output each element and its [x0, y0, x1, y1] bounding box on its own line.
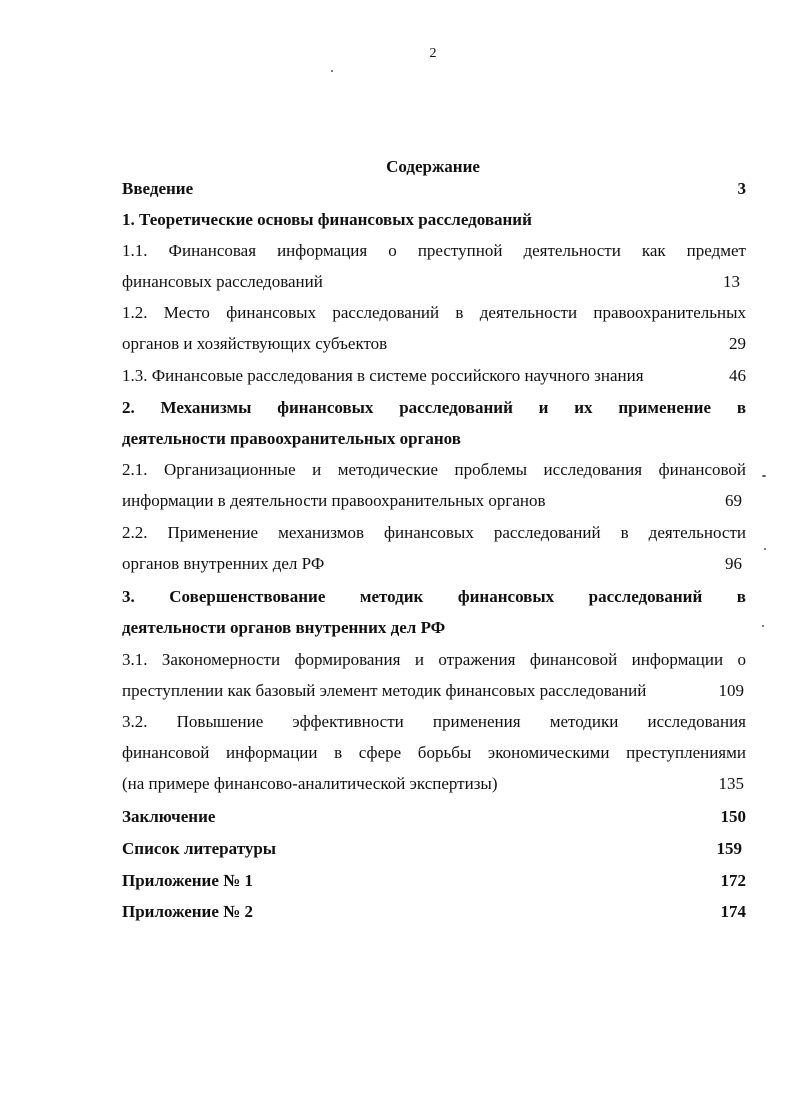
toc-entry-page: 46: [729, 366, 746, 385]
page-number: 2: [429, 46, 437, 61]
toc-entry-page: 96: [725, 554, 742, 573]
toc-entry-label: Приложение № 1: [122, 871, 253, 890]
toc-chapter-2-heading-line2[interactable]: деятельности правоохранительных органов: [122, 429, 461, 448]
toc-chapter-1-heading[interactable]: 1. Теоретические основы финансовых расследований: [122, 210, 532, 229]
toc-entry-label: (на примере финансово-аналитической экспертизы): [122, 774, 498, 793]
scan-speck: [331, 70, 333, 72]
toc-entry-page: 172: [720, 871, 746, 890]
toc-section-3-2-line[interactable]: 3.2. Повышение эффективности применения методики исследования: [122, 712, 746, 731]
page-title: Содержание: [386, 157, 480, 176]
toc-entry-label: финансовых расследований: [122, 272, 323, 291]
scan-speck: [762, 475, 766, 477]
toc-entry-intro[interactable]: [122, 178, 746, 200]
toc-section-3-2[interactable]: [122, 773, 746, 795]
toc-entry-label: Список литературы: [122, 839, 277, 858]
scan-speck: [764, 548, 766, 550]
toc-entry-label: Введение: [122, 179, 194, 198]
toc-section-1-1-line[interactable]: 1.1. Финансовая информация о преступной деятельности как предмет: [122, 241, 746, 260]
toc-entry-label: органов и хозяйствующих субъектов: [122, 334, 388, 353]
toc-entry-page: 13: [723, 272, 740, 291]
toc-entry-page: 174: [720, 902, 746, 921]
toc-entry-label: Приложение № 2: [122, 902, 253, 921]
toc-section-3-1-line[interactable]: 3.1. Закономерности формирования и отражения финансовой информации о: [122, 650, 746, 669]
toc-entry-page: 109: [718, 681, 744, 700]
toc-chapter-3-heading[interactable]: 3. Совершенствование методик финансовых расследований в: [122, 587, 746, 606]
toc-section-1-2-line[interactable]: 1.2. Место финансовых расследований в деятельности правоохранительных: [122, 303, 746, 322]
toc-entry-page: 135: [718, 774, 744, 793]
toc-section-1-2[interactable]: [122, 333, 746, 355]
toc-chapter-3-heading-line2[interactable]: деятельности органов внутренних дел РФ: [122, 618, 446, 637]
toc-entry-page: 150: [720, 807, 746, 826]
toc-chapter-2-heading[interactable]: 2. Механизмы финансовых расследований и их применение в: [122, 398, 746, 417]
toc-section-2-2-line[interactable]: 2.2. Применение механизмов финансовых расследований в деятельности: [122, 523, 746, 542]
toc-section-3-1[interactable]: [122, 680, 746, 702]
toc-entry-appendix-2[interactable]: [122, 901, 746, 923]
toc-entry-page: 69: [725, 491, 742, 510]
toc-entry-label: Заключение: [122, 807, 216, 826]
toc-section-2-1[interactable]: [122, 490, 746, 512]
toc-entry-page: 3: [737, 179, 746, 198]
toc-entry-label: органов внутренних дел РФ: [122, 554, 325, 573]
toc-entry-label: преступлении как базовый элемент методик финансовых расследований: [122, 681, 647, 700]
toc-entry-label: 1.3. Финансовые расследования в системе российского научного знания: [122, 366, 644, 385]
toc-section-2-1-line[interactable]: 2.1. Организационные и методические проблемы исследования финансовой: [122, 460, 746, 479]
toc-entry-page: 29: [729, 334, 746, 353]
scan-speck: [762, 625, 764, 627]
toc-section-1-1[interactable]: [122, 271, 746, 293]
toc-entry-page: 159: [716, 839, 742, 858]
toc-section-3-2-line2[interactable]: финансовой информации в сфере борьбы экономическими преступлениями: [122, 743, 746, 762]
toc-entry-references[interactable]: [122, 838, 746, 860]
toc-entry-label: информации в деятельности правоохранительных органов: [122, 491, 546, 510]
toc-entry-appendix-1[interactable]: [122, 870, 746, 892]
toc-entry-conclusion[interactable]: [122, 806, 746, 828]
toc-section-1-3[interactable]: [122, 365, 746, 387]
toc-section-2-2[interactable]: [122, 553, 746, 575]
